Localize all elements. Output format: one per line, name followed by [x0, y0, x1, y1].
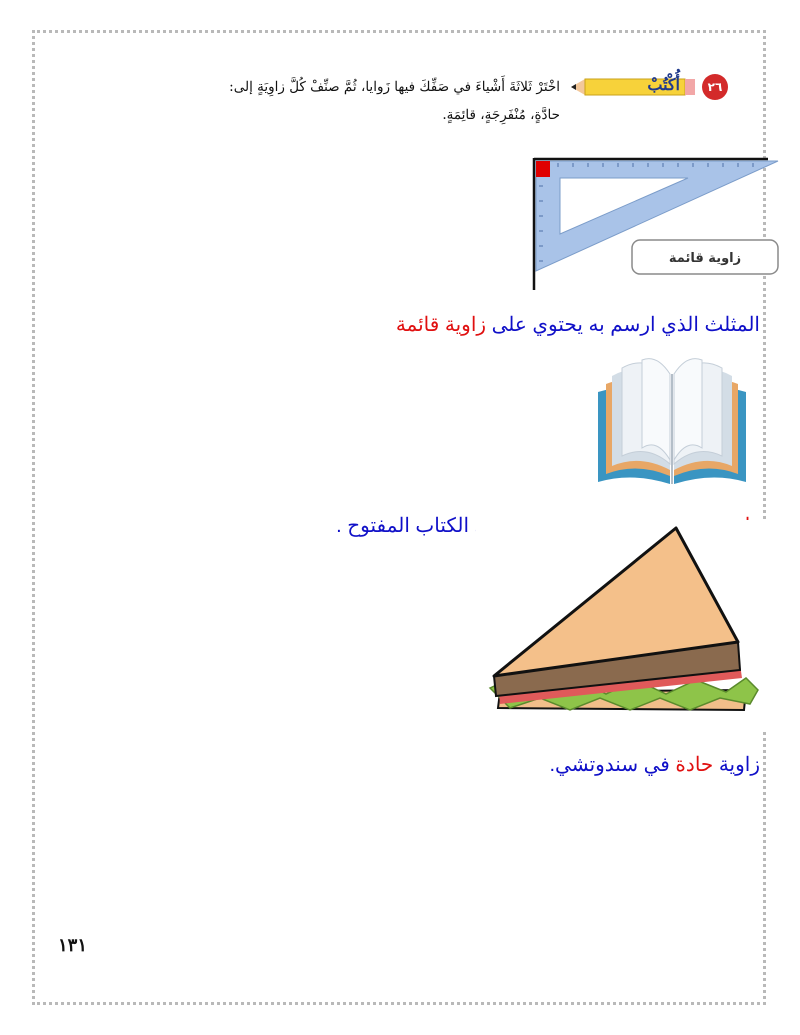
page-number: ١٣١ — [58, 935, 88, 956]
answer-line-3 — [550, 752, 761, 777]
answer-2-highlight: زاوية منفرجة — [646, 515, 760, 537]
answer-3-highlight: حادة — [669, 754, 714, 776]
instruction-line-2: حادَّةٍ، مُنْفَرِجَةٍ، قائِمَةٍ. — [442, 107, 560, 123]
section-label: أُكْتُبْ — [647, 75, 680, 94]
answer-1-text: المثلث الذي ارسم به يحتوي على — [486, 314, 760, 336]
open-book-image — [592, 352, 752, 492]
answer-3-text-start: زاوية — [713, 754, 760, 776]
set-square-image — [528, 156, 786, 290]
answer-2-text: محصورة بين صفحتي الكتاب المفتوح . — [336, 515, 647, 537]
answer-3-text-end: في سندوتشي. — [549, 754, 670, 776]
sandwich-image — [476, 520, 772, 732]
question-number-badge: ٢٦ — [702, 74, 728, 100]
instruction-text — [140, 73, 560, 129]
instruction-line-1: اخْتَرْ ثَلاثَةَ أَشْياءَ في صَفِّكَ فيها زَوايا، ثُمَّ صنِّفْ كُلَّ زاوِيَةٍ إلى: — [229, 79, 560, 95]
exercise-header — [100, 68, 740, 138]
answer-1-highlight: زاوية قائمة — [395, 314, 487, 336]
right-angle-tag: زاوية قائمة — [668, 251, 742, 266]
answer-line-1 — [396, 312, 760, 337]
